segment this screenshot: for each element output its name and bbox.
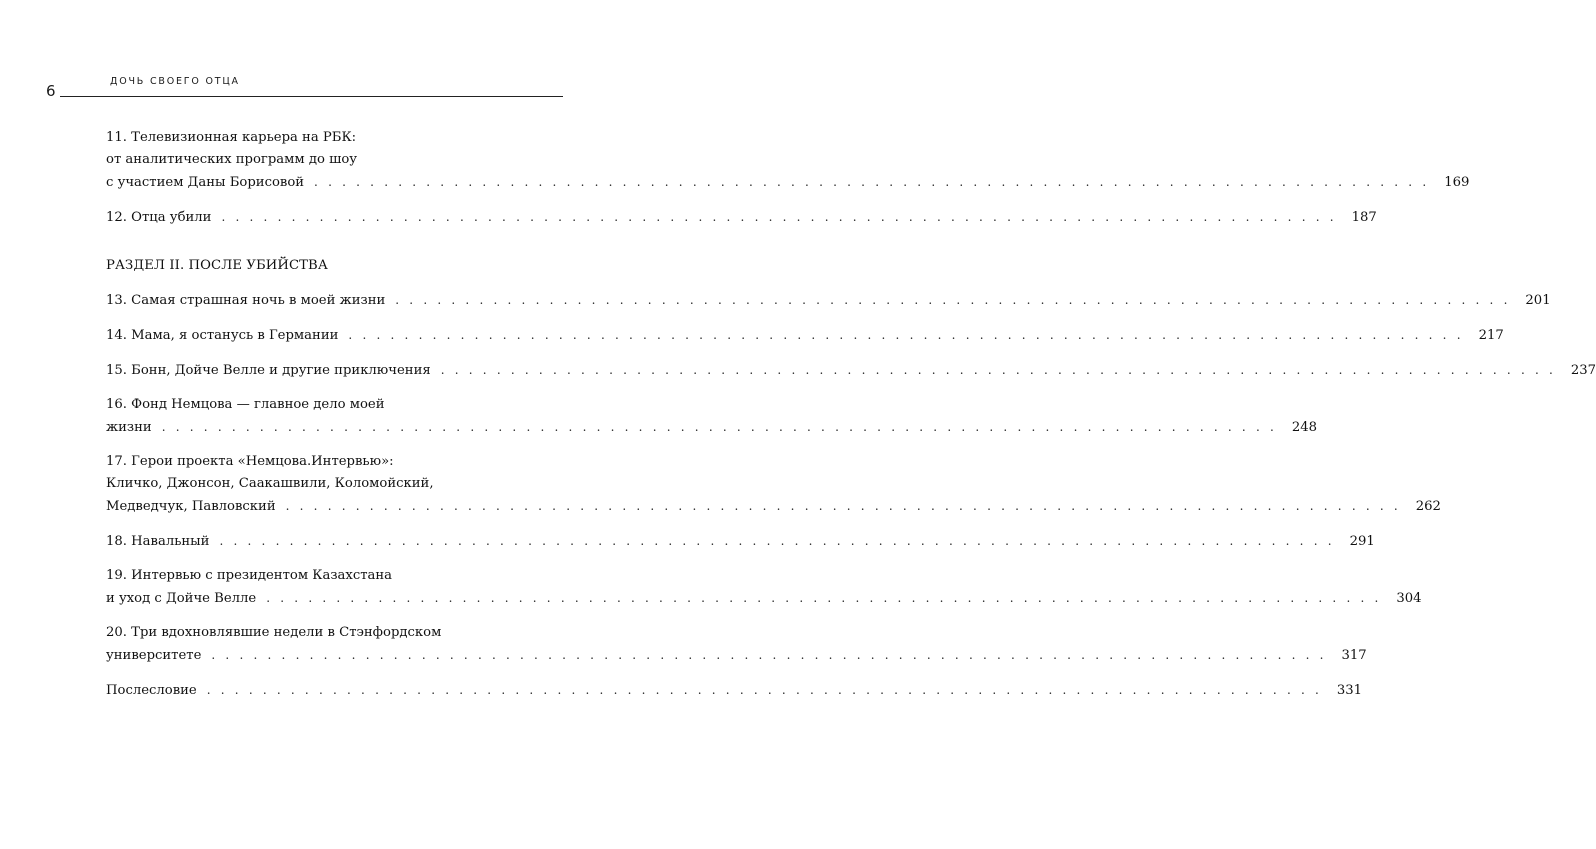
toc-entry-last-line xyxy=(106,495,1441,518)
toc-entry xyxy=(106,394,1318,439)
dot-leader: . . . . . . . . . . . . . . . . . . . . . . . . . . . . . . . . . . . . . . . . . . . . . . . . . . . . . . . . . . . . . . . . . . . . . . . . . . . . . . . . xyxy=(211,648,1327,662)
toc-entry xyxy=(106,451,1441,518)
toc-entry-title: Медведчук, Павловский xyxy=(106,499,276,514)
toc-entry xyxy=(106,324,1504,347)
toc-entry-line: 16. Фонд Немцова — главное дело моей xyxy=(106,397,385,412)
dot-leader: . . . . . . . . . . . . . . . . . . . . . . . . . . . . . . . . . . . . . . . . . . . . . . . . . . . . . . . . . . . . . . . . . . . . . . . . . . . . . . . . xyxy=(221,210,1337,224)
toc-entry-title: 18. Навальный xyxy=(106,534,210,549)
toc-entry-last-line xyxy=(106,171,1470,194)
toc-entry-title: с участием Даны Борисовой xyxy=(106,175,305,190)
toc-entry-line: от аналитических программ до шоу xyxy=(106,152,358,167)
toc-page-number: 248 xyxy=(1291,420,1318,435)
toc-entry xyxy=(106,679,1363,702)
toc-entry xyxy=(106,206,1377,229)
table-of-contents xyxy=(106,127,1596,714)
dot-leader: . . . . . . . . . . . . . . . . . . . . . . . . . . . . . . . . . . . . . . . . . . . . . . . . . . . . . . . . . . . . . . . . . . . . . . . . . . . . . . . . xyxy=(206,683,1323,697)
toc-entry-title: 12. Отца убили xyxy=(106,210,212,225)
toc-entry-line: 20. Три вдохновлявшие недели в Стэнфордском xyxy=(106,625,442,640)
dot-leader: . . . . . . . . . . . . . . . . . . . . . . . . . . . . . . . . . . . . . . . . . . . . . . . . . . . . . . . . . . . . . . . . . . . . . . . . . . . . . . . . xyxy=(266,591,1382,605)
toc-entry xyxy=(106,565,1422,610)
toc-entry xyxy=(106,622,1367,667)
toc-page-number: 169 xyxy=(1444,175,1470,190)
toc-entry-title: Послесловие xyxy=(106,683,197,698)
toc-entry-title: 15. Бонн, Дойче Велле и другие приключения xyxy=(106,363,431,378)
toc-entry xyxy=(106,289,1551,312)
toc-page-number: 304 xyxy=(1396,591,1422,606)
dot-leader: . . . . . . . . . . . . . . . . . . . . . . . . . . . . . . . . . . . . . . . . . . . . . . . . . . . . . . . . . . . . . . . . . . . . . . . . . . . . . . . . xyxy=(395,293,1511,307)
toc-entry-last-line xyxy=(106,679,1363,702)
toc-page-number: 262 xyxy=(1415,499,1441,514)
toc-page-number: 187 xyxy=(1351,210,1377,225)
toc-entry-last-line xyxy=(106,587,1422,610)
dot-leader: . . . . . . . . . . . . . . . . . . . . . . . . . . . . . . . . . . . . . . . . . . . . . . . . . . . . . . . . . . . . . . . . . . . . . . . . . . . . . . . . xyxy=(314,175,1430,189)
toc-entry-title: и уход с Дойче Велле xyxy=(106,591,257,606)
toc-entry xyxy=(106,530,1375,553)
toc-page-number: 217 xyxy=(1478,328,1504,343)
toc-group-two xyxy=(106,289,1596,702)
toc-entry-last-line xyxy=(106,530,1375,553)
toc-entry-title: 14. Мама, я останусь в Германии xyxy=(106,328,339,343)
toc-entry-title: 13. Самая страшная ночь в моей жизни xyxy=(106,293,386,308)
toc-entry xyxy=(106,127,1470,194)
dot-leader: . . . . . . . . . . . . . . . . . . . . . . . . . . . . . . . . . . . . . . . . . . . . . . . . . . . . . . . . . . . . . . . . . . . . . . . . . . . . . . . . xyxy=(161,420,1278,434)
running-head: ДОЧЬ СВОЕГО ОТЦА xyxy=(110,76,240,87)
toc-entry xyxy=(106,359,1596,382)
dot-leader: . . . . . . . . . . . . . . . . . . . . . . . . . . . . . . . . . . . . . . . . . . . . . . . . . . . . . . . . . . . . . . . . . . . . . . . . . . . . . . . . xyxy=(348,328,1464,342)
toc-entry-last-line xyxy=(106,206,1377,229)
page-number: 6 xyxy=(46,82,56,100)
dot-leader: . . . . . . . . . . . . . . . . . . . . . . . . . . . . . . . . . . . . . . . . . . . . . . . . . . . . . . . . . . . . . . . . . . . . . . . . . . . . . . . . xyxy=(440,363,1557,377)
toc-entry-line: 17. Герои проекта «Немцова.Интервью»: xyxy=(106,454,394,469)
toc-entry-last-line xyxy=(106,644,1367,667)
toc-group-one xyxy=(106,127,1470,229)
toc-page-number: 317 xyxy=(1341,648,1367,663)
toc-entry-title: жизни xyxy=(106,420,152,435)
toc-entry-last-line xyxy=(106,289,1551,312)
dot-leader: . . . . . . . . . . . . . . . . . . . . . . . . . . . . . . . . . . . . . . . . . . . . . . . . . . . . . . . . . . . . . . . . . . . . . . . . . . . . . . . . xyxy=(219,534,1335,548)
dot-leader: . . . . . . . . . . . . . . . . . . . . . . . . . . . . . . . . . . . . . . . . . . . . . . . . . . . . . . . . . . . . . . . . . . . . . . . . . . . . . . . . xyxy=(285,499,1401,513)
toc-entry-line: 19. Интервью с президентом Казахстана xyxy=(106,568,393,583)
header-rule xyxy=(60,96,563,97)
toc-entry-last-line xyxy=(106,324,1504,347)
toc-entry-last-line xyxy=(106,359,1596,382)
section-heading: РАЗДЕЛ II. ПОСЛЕ УБИЙСТВА xyxy=(106,258,328,273)
toc-page-number: 331 xyxy=(1336,683,1363,698)
toc-page-number: 237 xyxy=(1570,363,1596,378)
toc-entry-line: 11. Телевизионная карьера на РБК: xyxy=(106,130,357,145)
toc-page-number: 291 xyxy=(1349,534,1375,549)
toc-entry-line: Кличко, Джонсон, Саакашвили, Коломойский, xyxy=(106,476,434,491)
toc-entry-last-line xyxy=(106,416,1318,439)
toc-entry-title: университете xyxy=(106,648,202,663)
toc-page-number: 201 xyxy=(1525,293,1551,308)
